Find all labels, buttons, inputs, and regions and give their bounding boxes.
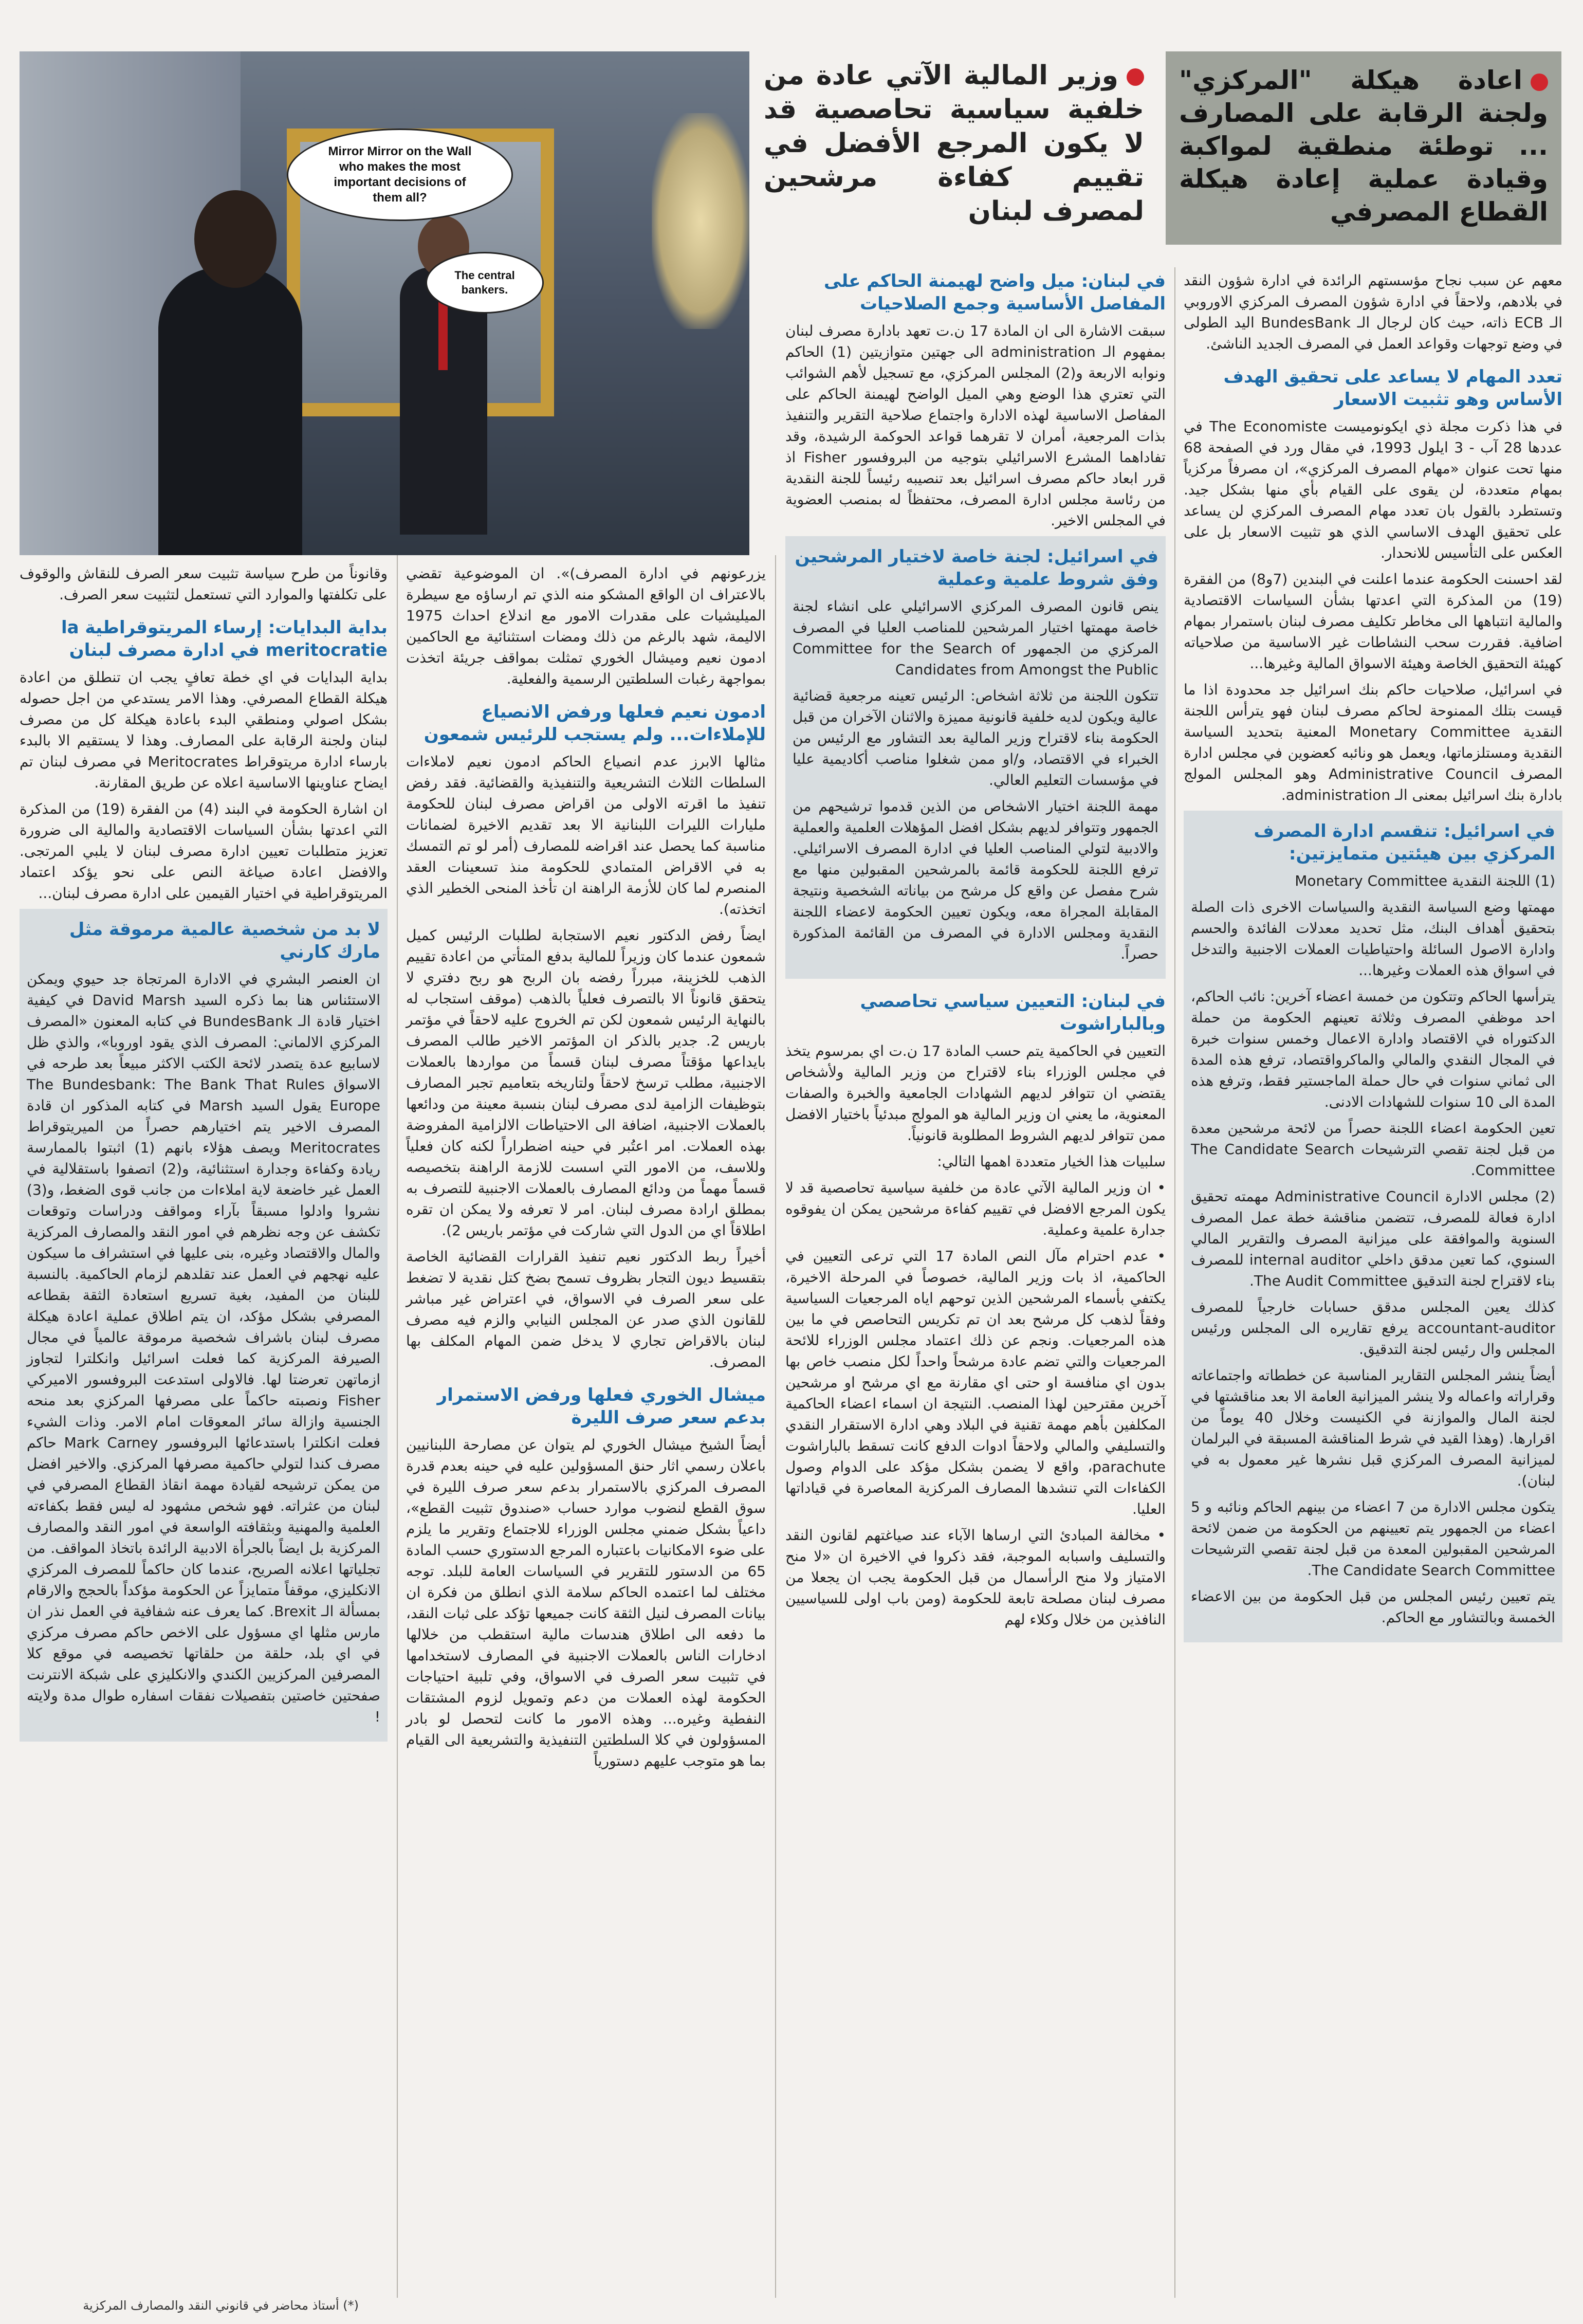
paragraph: معهم عن سبب نجاح مؤسستهم الرائدة في ادارة شؤون النقد في بلادهم، ولاحقاً في ادارة شؤون المصرف المركزي الاوروبي الـ ECB ذاته، حيث كان لرجال الـ BundesBank اليد الطولى في وضع توجهات وقواعد العمل في المصرف الجديد الناشئ. (1184, 272, 1562, 352)
paragraph: (2) مجلس الادارة Administrative Council مهمته تحقيق ادارة فعالة للمصرف، تتضمن مناقشة خطة عمل المصرف السنوية والموافقة على ميزانية المصرف والتقرير المالي السنوي، كما تعين مدقق داخلي internal auditor للمصرف بناء لاقتراح لجنة التدقيق The Audit Committee. (1191, 1188, 1555, 1289)
paragraph: • عدم احترام مآل النص المادة 17 التي ترعى التعيين في الحاكمية، اذ بات وزير المالية، خصوصاً في المرحلة الاخيرة، يكتفي بأسماء المرشحين الذين توحهم اياه المرجعيات السياسية وفقاً لذهب كل مرشح بعد ان تم تكريس التحاصص في ما بين هذه المرجعيات. ونجم عن ذلك اعتماد مجلس الوزراء للائحة المرجعيات والتي تضم عادة مرشحاً واحداً لكل منصب خاص بها بدون اي منافسة او حتى اي مقارنة مع اي مرشح او مرشحين آخرين مقترحين لهذا المنصب. النتيجة ان اسماء اعضاء الحاكمية المكلفين بأهم مهمة تقنية في البلاد وهي ادارة الاستقرار النقدي والتسليفي والمالي ولاحقاً ادوات الدفع كانت تسقط بالباراشوت parachute، واقع لا يضمن بشكل مؤكد على الدوام وصول الكفاءات التي تنشدها المصارف المركزية المعاصرة في قياداتها العليا. (785, 1248, 1166, 1517)
pull-quote-text: وزير المالية الآتي عادة من خلفية سياسية تحاصصية قد لا يكون المرجع الأفضل في تقييم كفاءة مرشحين لمصرف لبنان (764, 60, 1144, 227)
article-column-3 (406, 563, 766, 2298)
paragraph: • مخالفة المبادئ التي ارساها الآباء عند صياغتهم لقانون النقد والتسليف واسبابه الموجبة، فقد ذكروا في الاخيرة ان «لا منح الامتياز ولا منح الرأسمال من قبل الحكومة يجب ان يجعلا من مصرف لبنان مصلحة تابعة للحكومة (ومن باب اولى للسياسيين النافذين من خلال وكلاء لهم (785, 1527, 1166, 1628)
section-heading: في لبنان: ميل واضح لهيمنة الحاكم على المفاصل الأساسية وجمع الصلاحيات (823, 271, 1166, 314)
section-heading: تعدد المهام لا يساعد على تحقيق الهدف الأساس وهو تثبيت الاسعار (1223, 367, 1562, 410)
headline-text: اعادة هيكلة "المركزي" ولجنة الرقابة على المصارف ... توطئة منطقية لمواكبة وقيادة عملية إعادة هيكلة القطاع المصرفي (1179, 65, 1548, 227)
column-divider (397, 555, 398, 2298)
paragraph: وقانوناً من طرح سياسة تثبيت سعر الصرف للنقاش والوقوف على تكلفتها والموارد التي تستعمل لتثبيت سعر الصرف. (20, 565, 388, 603)
shaded-sidebar-box (20, 909, 388, 1742)
paragraph: ان اشارة الحكومة في البند (4) من الفقرة (19) من المذكرة التي اعدتها بشأن السياسات الاقتصادية والمالية الى ضرورة تعزيز متطلبات تعيين ادارة مصرف لبنان لا يلبي المرتجى. والافضل اعادة صياغة النص على نحو يؤكد اعتماد المريتوقراطية في اختيار القيمين على ادارة مصرف لبنان... (20, 800, 388, 902)
section-heading: في لبنان: التعيين سياسي تحاصصي وبالباراشوت (860, 991, 1166, 1034)
paragraph: في هذا ذكرت مجلة ذي ايكونوميست The Economiste في عددها 28 آب - 3 ايلول 1993، في مقال ورد في الصفحة 68 منها تحت عنوان «مهام المصرف المركزي»، ان مصرفاً مركزياً بمهام متعددة، لن يقوى على القيام بأي منها بشكل جيد. وتستطرد بالقول بان تعدد مهام المصرف المركزي لن يساعد على تحقيق الهدف الاساسي الذي هو تثبيت الاسعار بل على العكس على التأسيس للانحدار. (1184, 418, 1563, 561)
paragraph: ينص قانون المصرف المركزي الاسرائيلي على انشاء لجنة خاصة مهمتها اختيار المرشحين للمناصب العليا في المصرف المركزي من الجمهور Committee for the Search of Candidates from Amongst the Public (793, 598, 1158, 678)
paragraph: لقد احسنت الحكومة عندما اعلنت في البندين (7و8) من الفقرة (19) من المذكرة التي اعدتها بشأن السياسات الاقتصادية والمالية انتباهها الى مخاطر تكليف مصرف لبنان باستمرار بمهام اضافية. فقررت سحب النشاطات غير الاساسية من صلاحياته كهيئة التحقيق الخاصة وهيئة الاسواق المالية وغيرها... (1184, 571, 1562, 672)
paragraph: تعين الحكومة اعضاء اللجنة حصراً من لائحة مرشحين معدة من قبل لجنة تقصي الترشيحات The Candidate Search Committee. (1191, 1120, 1555, 1179)
photo-lamp (652, 113, 749, 329)
paragraph: ايضاً رفض الدكتور نعيم الاستجابة لطلبات الرئيس كميل شمعون عندما كان وزيراً للمالية بدفع المتأتي من اعادة تقييم الذهب للخزينة، مبرراً رفضه بان الربح هو ربح دفتري لا يتحقق قانوناً الا بالتصرف فعلياً بالذهب (موقف استجاب له بالنهاية الرئيس شمعون لكن تم الخروج عليه لاحقاً في مؤتمر باريس 2. جدير بالذكر ان المؤتمر الاخير طالب المصرف بايداعها مؤقتاً مصرف لبنان قسماً من مواردها بالعملات الاجنبية، مطلب ترسخ لاحقاً ولتاريخه بتعاميم تجبر المصارف بتوظيفات الزامية لدى مصرف لبنان بنسبة معينة من ودائعها بالعملات الاجنبية، اضافة الى الاحتياطات الالزامية المفروضة بهذه العملات. امر اعتُبر في حينه اضطراراً لكنه كان فعلياً وللاسف، من الامور التي اسست للازمة الراهنة بتخصيصه قسماً مهماً من ودائع المصارف بالعملات الاجنبية للتصرف به بمطلق ارادة مصرف لبنان. امر لا تعرفه ولا يمكن ان تقره اطلاقاً اي من الدول التي شاركت في مؤتمر باريس 2). (406, 927, 766, 1239)
section-heading: بداية البدايات: إرساء المريتوقراطية la meritocratie في ادارة مصرف لبنان (61, 617, 388, 661)
photo-figure-head (194, 190, 277, 288)
paragraph: مثالها الابرز عدم انصياع الحاكم ادمون نعيم لاملاءات السلطات الثلاث التشريعية والتنفيذية والقضائية. فقد رفض تنفيذ ما اقرته الاولى من اقراض مصرف لبنان للحكومة مليارات الليرات اللبنانية الا بعد تقديم الاخيرة لضمانات مناسبة كما يحصل عند اقراضه للمصارف (أمر لو تم التمسك به في الاقراض المتمادي للحكومة منذ تسعينات العقد المنصرم لما كان للأزمة الراهنة ان تأخذ المنحى الخطير الذي اتخذته). (406, 753, 766, 918)
shaded-sidebar-box (1184, 811, 1562, 1642)
paragraph: (1) اللجنة النقدية Monetary Committee (1295, 872, 1555, 889)
column-divider (775, 555, 776, 2298)
paragraph: أيضاً الشيخ ميشال الخوري لم يتوان عن مصارحة اللبنانيين باعلان رسمي اثار حنق المسؤولين عليه في حينه بعدم قدرة المصرف المركزي بالاستمرار بدعم سعر صرف الليرة في سوق القطع لنضوب موارد حساب «صندوق تثبيت القطع»، داعياً بشكل ضمني مجلس الوزراء للاجتماع وتقرير ما يلزم على ضوء الامكانيات باعتباره المرجع الدستوري حسب المادة 65 من الدستور للتقرير في السياسات العامة للبلد. توجه مختلف لما اعتمده الحاكم سلامة الذي انطلق من فكرة ان بيانات المصرف لنيل الثقة كانت جميعها تؤكد على ثبات النقد، ما دفعه الى اطلاق هندسات مالية استقطب من خلالها ادخارات الناس بالعملات الاجنبية في المصارف لاستخدامها في تثبيت سعر الصرف في الاسواق، وفي تلبية احتياجات الحكومة لهذه العملات من دعم وتمويل لزوم المشتقات النفطية وغيره... وهذه الامور ما كانت لتحصل لو بادر المسؤولون في كلا السلطتين التنفيذية والتشريعية الى القيام بما هو متوجب عليهم دستورياً (406, 1436, 766, 1769)
paragraph: يتكون مجلس الادارة من 7 اعضاء من بينهم الحاكم ونائبه و 5 اعضاء من الجمهور يتم تعيينهم من الحكومة من ضمن لائحة المرشحين المقبولين المعدة من قبل لجنة تقصي الترشيحات The Candidate Search Committee. (1191, 1498, 1555, 1579)
paragraph: يتم تعيين رئيس المجلس من قبل الحكومة من بين الاعضاء الخمسة وبالتشاور مع الحاكم. (1191, 1588, 1555, 1626)
speech-bubble-answer: The central bankers. (426, 252, 544, 314)
section-heading: ادمون نعيم فعلها ورفض الانصياع للإملاءات... ولم يستجب للرئيس شمعون (424, 702, 766, 745)
paragraph: أخيراً ربط الدكتور نعيم تنفيذ القرارات القضائية الخاصة بتقسيط ديون التجار بظروف تسمح بضخ كتل نقدية لا تضغط على سعر الصرف في الاسواق، في اعتراض غير مباشر للقانون الذي صدر عن المجلس النيابي والزم فيه مصرف لبنان بالاقراض تجاري لا يدخل ضمن المهام المكلف بها المصرف. (406, 1248, 766, 1370)
paragraph: سلبيات هذا الخيار متعددة اهمها التالي: (937, 1153, 1166, 1170)
section-heading: في اسرائيل: تنقسم ادارة المصرف المركزي بين هيئتين متمايزتين: (1254, 821, 1555, 864)
paragraph: ان العنصر البشري في الادارة المرتجاة جد حيوي ويمكن الاستئناس هنا بما ذكره السيد David Marsh في كيفية اختيار قادة الـ BundesBank في كتابه المعنون «المصرف المركزي الالماني: المصرف الذي يقود اوروبا»، والذي ظل لاسابيع عدة يتصدر لائحة الكتب الاكثر مبيعاً بعد طرحه في الاسواق The Bundesbank: The Bank That Rules Europe يقول السيد Marsh في كتابه المذكور ان قادة المصرف الاخير يتم اختيارهم حصراً من الميريتوقراط Meritocrates ويصف هؤلاء بانهم (1) اثبتوا بالممارسة ريادة وكفاءة وجدارة استثنائية، و(2) اتصفوا باستقلالية في العمل غير خاضعة لاية املاءات من جانب قوى الضغط، و(3) نشروا وادلوا مسبقاً بآراء ومواقف ودراسات وتوقعات تكشف عن وجه نظرهم في امور النقد والمصارف المركزية والمال والاقتصاد وغيره، بنى عليها في استشراف ما سيكون عليه نهجهم في العمل عند تقلدهم لزمام الحاكمية. بالنسبة للبنان من المفيد، بغية تسريع استعادة الثقة بقطاعه المصرفي بشكل مؤكد، ان يتم اطلاق عملية اعادة هيكلة مصرف لبنان باشراف شخصية مرموقة عالمياً في مجال الصيرفة المركزية كما فعلت اسرائيل وانكلترا لتجاوز ازماتهن تعرضتا لها. فالاولى استدعت البروفسور الاميركي Fisher ونصبته حاكماً على مصرفها المركزي بعد منحه الجنسية وازالة سائر المعوقات امام الامر. وذات الشيء فعلت انكلترا باستدعائها البروفسور Mark Carney حاكم مصرف كندا لتولي حاكمية مصرفها المركزي. والاخير افضل من يمكن ترشيحه لقيادة مهمة انقاذ القطاع المصرفي في لبنان من عثراته. فهو شخص مشهود له ليس فقط بكفاءته العلمية والمهنية وبثقافته الواسعة في امور النقد والمصارف المركزية بل ايضاً بالجرأة الادبية الرائدة باتخاذ المواقف. من تجلياتها اعلانه الصريح، عندما كان حاكماً للمصرف المركزي الانكليزي، موقفاً متمايزاً عن الحكومة مؤكداً بالحجج والارقام بمسألة الـ Brexit. كما يعرف عنه شفافية في العمل نذر ان مارس مثلها اي مسؤول على الاخص حاكم مصرف مركزي في اي بلد، حلقة من حلقاتها تخصيصه في موقع كلا المصرفين المركزيين الكندي والانكليزي على شبكة الانترنت صفحتين خاصتين بتفصيلات نفقات اسفاره طوال مدة ولايته ! (27, 971, 380, 1725)
paragraph: أيضاً ينشر المجلس التقارير المناسبة عن خططاته واجتماعاته وقراراته واعماله ولا ينشر الميزانية العامة الا بعد مناقشتها في لجنة المال والموازنة في الكنيست وخلال 40 يوماً من اقرارها. (وهذا القيد في شرط المناقشة المسبقة في البرلمان لميزانية المصرف المركزي قبل نشرها غير معمول به في لبنان). (1191, 1367, 1555, 1489)
red-bullet-icon (1127, 68, 1144, 86)
paragraph: سبقت الاشارة الى ان المادة 17 ن.ت تعهد بادارة مصرف لبنان بمفهوم الـ administration الى جهتين متوازيتين (1) الحاكم ونوابه الاربعة و(2) المجلس المركزي، مع تسجيل لأهم الشوائب التي تعتري هذا الوضع وهي الميل الواضح لهيمنة الحاكم على المفاصل الاساسية لهذه الادارة واجتماع صلاحية التقرير والتنفيذ بذات المرجعية، أمران لا تقرهما قواعد الحوكمة الرشيدة، وقد تفاداهما المشرع الاسرائيلي بتوجيه من البروفسور Fisher اذ قرر ابعاد حاكم مصرف اسرائيل بعد تنصيبه رئيساً للجنة النقدية من رئاسة مجلس ادارة المصرف، محتفظاً له بمنصب العضوية في المجلس الاخير. (785, 322, 1166, 529)
paragraph: بداية البدايات في اي خطة تعافٍ يجب ان تنطلق من اعادة هيكلة القطاع المصرفي. وهذا الامر يستدعي من اجل حصوله بشكل اصولي ومنطقي البدء باعادة هيكلة كل من مصرف لبنان ولجنة الرقابة على المصارف. وهذا لا يستقيم الا بالبدء بارساء ادارة مريتوقراط Meritocrates في مصرف لبنان تم ايضاح عناوينها الاساسية اعلاه عن طريق المقارنة. (20, 669, 388, 791)
article-column-4 (20, 563, 388, 2290)
author-footnote: (*) أستاذ محاضر في قانوني النقد والمصارف المركزية (83, 2298, 359, 2313)
photo-figure-back (158, 267, 302, 555)
mirror-photo (20, 51, 749, 555)
paragraph: كذلك يعين المجلس مدقق حسابات خارجياً للمصرف accountant-auditor يرفع تقاريره الى المجلس ورئيس المجلس وال رئيس لجنة التدقيق. (1191, 1298, 1555, 1358)
paragraph: • ان وزير المالية الآتي عادة من خلفية سياسية تحاصصية قد لا يكون المرجع الافضل في تقييم كفاءة مرشحين يمكن ان يفوقوه جدارة علمية وعملية. (785, 1179, 1166, 1238)
speech-bubble-question: Mirror Mirror on the Wall who makes the most important decisions of them all? (287, 129, 513, 221)
paragraph: تتكون اللجنة من ثلاثة اشخاص: الرئيس تعينه مرجعية قضائية عالية ويكون لديه خلفية قانونية مميزة والاثنان الآخران من قبل الحكومة بناء لاقتراح وزير المالية بعد التشاور مع الرئيس من الخبراء في الاقتصاد، و/او ممن شغلوا مناصب أكاديمية عليا في مؤسسات التعليم العالي. (793, 687, 1158, 789)
paragraph: مهمة اللجنة اختيار الاشخاص من الذين قدموا ترشيحهم من الجمهور وتتوافر لديهم بشكل افضل المؤهلات العلمية والعملية والادبية لتولي المناصب العليا في ادارة المصرف الاسرائيلي. ترفع اللجنة للحكومة قائمة بالمرشحين المقبولين منها مع شرح مفصل عن واقع كل مرشح من بياناته الشخصية ونتيجة المقابلة المجراة معه، ويكون تعيين الحكومة لاعضاء اللجنة النقدية ومجلس الادارة في المصرف من القائمة المذكورة حصراً. (793, 798, 1158, 962)
article-column-1 (1184, 270, 1562, 2298)
red-bullet-icon (1531, 74, 1548, 91)
pull-quote (759, 51, 1149, 245)
column-divider (1174, 267, 1175, 2298)
headline-box (1166, 51, 1561, 245)
paragraph: التعيين في الحاكمية يتم حسب المادة 17 ن.ت اي بمرسوم يتخذ في مجلس الوزراء بناء لاقتراح من وزير المالية ولأشخاص يقتضي ان تتوافر لديهم الشهادات الجامعية والخبرة والصفات المعنوية، ما يعني ان وزير المالية هو المولج مبدئياً باختيار الافضل ممن تتوافر لديهم الشروط المطلوبة قانونياً. (785, 1042, 1166, 1144)
section-heading: لا بد من شخصية عالمية مرموقة مثل مارك كارني (69, 919, 380, 962)
paragraph: يزرعونهم في ادارة المصرف)». ان الموضوعية تقضي بالاعتراف ان الواقع المشكو منه الذي تم ارساؤه مع سيطرة الميليشيات على مقدرات الامور مع اندلاع احداث 1975 الاليمة، شهد بالرغم من ذلك ومضات استثنائية مع الحاكمين ادمون نعيم وميشال الخوري تمثلت بمواقف جريئة اتخذت بمواجهة رغبات السلطتين الرسمية والفعلية. (406, 565, 766, 687)
article-column-2 (785, 270, 1166, 2298)
paragraph: مهمتها وضع السياسة النقدية والسياسات الاخرى ذات الصلة بتحقيق أهداف البنك، مثل تحديد معدلات الفائدة والحسم وادارة الاصول السائلة واحتياطيات العملات الاجنبية والتدخل في اسواق هذه العملات وغيرها... (1191, 899, 1555, 979)
section-heading: في اسرائيل: لجنة خاصة لاختيار المرشحين وفق شروط علمية وعملية (795, 546, 1158, 590)
paragraph: يترأسها الحاكم وتتكون من خمسة اعضاء آخرين: نائب الحاكم، احد موظفي المصرف وثلاثة تعينهم الحكومة من حملة الدكتوراه في الاقتصاد وادارة الاعمال وخمس سنوات خبرة في المجال النقدي والمالي والماكرواقتصاد، ترفع هذه المدة الى ثماني سنوات في حال حملة الماجستير فقط، وترفع هذه المدة الى 10 سنوات للشهادات الادنى. (1191, 988, 1555, 1110)
shaded-sidebar-box (785, 536, 1166, 979)
paragraph: في اسرائيل، صلاحيات حاكم بنك اسرائيل جد محدودة اذا ما قيست بتلك الممنوحة لحاكم مصرف لبنان فهو يترأس اللجنة النقدية Monetary Committee المعنية بتحديد السياسة النقدية ومستلزماتها، ويعمل هو ونائبه كعضوين في مجلس ادارة المصرف Administrative Council وهو المجلس المولج بادارة بنك اسرائيل بمعنى الـ administration. (1184, 681, 1563, 803)
section-heading: ميشال الخوري فعلها ورفض الاستمرار بدعم سعر صرف الليرة (437, 1385, 766, 1428)
